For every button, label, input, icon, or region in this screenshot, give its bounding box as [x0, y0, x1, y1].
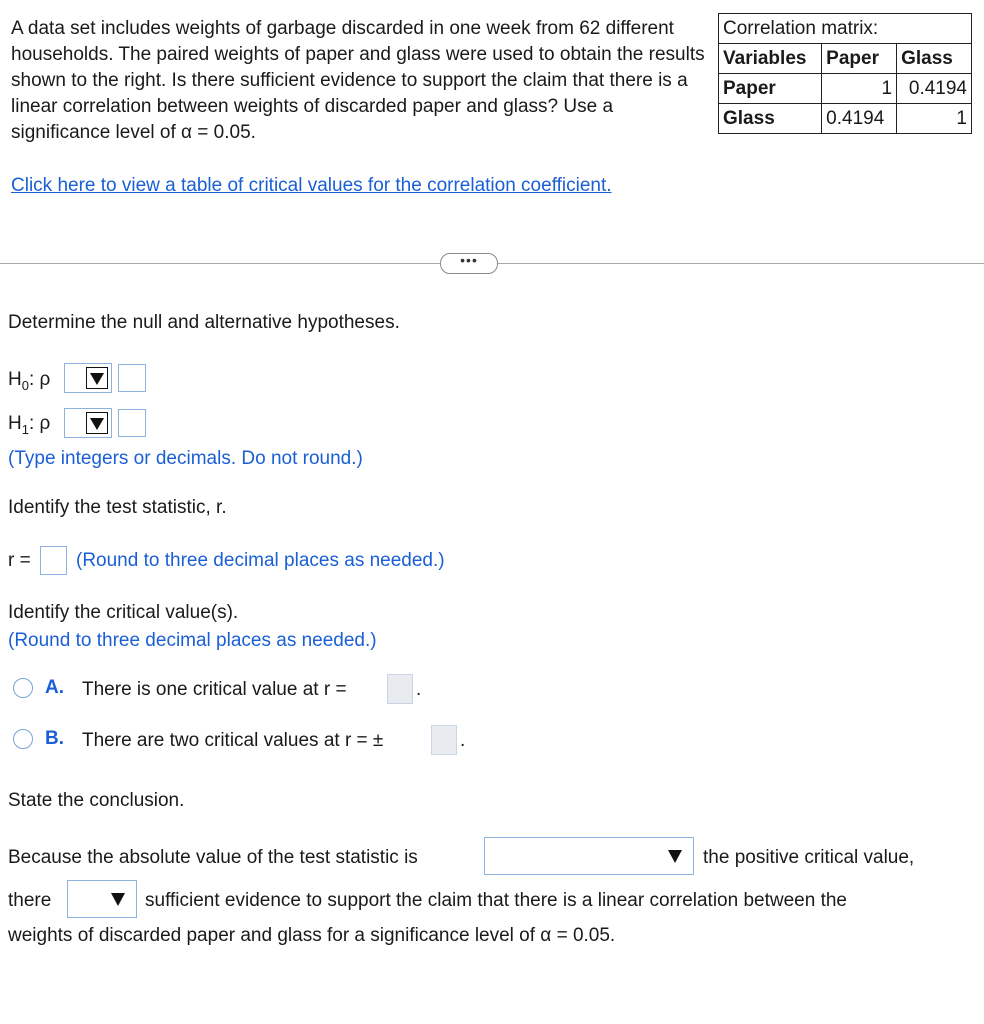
- conclusion-prompt: State the conclusion.: [8, 790, 185, 811]
- matrix-header-glass: Glass: [897, 44, 972, 74]
- correlation-matrix: [718, 13, 972, 134]
- matrix-cell: 1: [822, 74, 897, 104]
- comparison-dropdown[interactable]: [484, 837, 694, 875]
- matrix-cell: 1: [897, 104, 972, 134]
- chevron-down-icon: [668, 850, 682, 863]
- critical-values-link[interactable]: Click here to view a table of critical values for the correlation coefficient.: [11, 175, 612, 196]
- test-statistic-note: (Round to three decimal places as needed.): [76, 550, 445, 571]
- matrix-caption: Correlation matrix:: [719, 14, 972, 44]
- test-statistic-input[interactable]: [40, 546, 67, 575]
- matrix-row-label-paper: Paper: [719, 74, 822, 104]
- test-statistic-prompt: Identify the test statistic, r.: [8, 497, 227, 518]
- option-a-letter: A.: [45, 677, 64, 698]
- h1-operator-dropdown[interactable]: [64, 408, 112, 438]
- conclusion-text-4: sufficient evidence to support the claim that there is a linear correlation between the: [145, 890, 847, 911]
- matrix-header-paper: Paper: [822, 44, 897, 74]
- conclusion-text-1: Because the absolute value of the test statistic is: [8, 847, 418, 868]
- matrix-header-variables: Variables: [719, 44, 822, 74]
- chevron-down-icon: [90, 418, 104, 430]
- conclusion-text-2: the positive critical value,: [703, 847, 915, 868]
- critical-prompt: Identify the critical value(s).: [8, 602, 239, 623]
- conclusion-text-3: there: [8, 890, 52, 911]
- hypotheses-note: (Type integers or decimals. Do not round.): [8, 448, 363, 469]
- option-a-radio[interactable]: [13, 678, 33, 698]
- r-label: r =: [8, 550, 31, 571]
- h1-value-input[interactable]: [118, 409, 146, 437]
- h1-label: $H_1$: ρ: [8, 413, 51, 437]
- option-a-text: There is one critical value at r =: [82, 679, 347, 700]
- option-b-text: There are two critical values at r = ±: [82, 730, 384, 751]
- option-b-input[interactable]: [431, 725, 457, 755]
- critical-note: (Round to three decimal places as needed.): [8, 630, 377, 651]
- problem-statement: A data set includes weights of garbage discarded in one week from 62 different households. The paired weights of paper and glass were used to obtain the results shown to the right. Is there sufficient evidence to support the claim that there is a linear correlation between weights of discarded paper and glass? Use a significance level of α = 0.05.: [11, 18, 705, 143]
- conclusion-text-5: weights of discarded paper and glass for a significance level of α = 0.05.: [8, 925, 616, 946]
- evidence-dropdown[interactable]: [67, 880, 137, 918]
- h0-value-input[interactable]: [118, 364, 146, 392]
- matrix-cell: 0.4194: [897, 74, 972, 104]
- more-button[interactable]: •••: [440, 253, 498, 274]
- option-b-period: .: [460, 730, 466, 751]
- h0-label: $H_0$: ρ: [8, 369, 51, 393]
- matrix-row-label-glass: Glass: [719, 104, 822, 134]
- option-b-letter: B.: [45, 728, 64, 749]
- matrix-cell: 0.4194: [822, 104, 897, 134]
- chevron-down-icon: [111, 893, 125, 906]
- option-a-period: .: [416, 679, 422, 700]
- option-b-radio[interactable]: [13, 729, 33, 749]
- option-a-input[interactable]: [387, 674, 413, 704]
- h0-operator-dropdown[interactable]: [64, 363, 112, 393]
- chevron-down-icon: [90, 373, 104, 385]
- hypotheses-prompt: Determine the null and alternative hypotheses.: [8, 312, 400, 333]
